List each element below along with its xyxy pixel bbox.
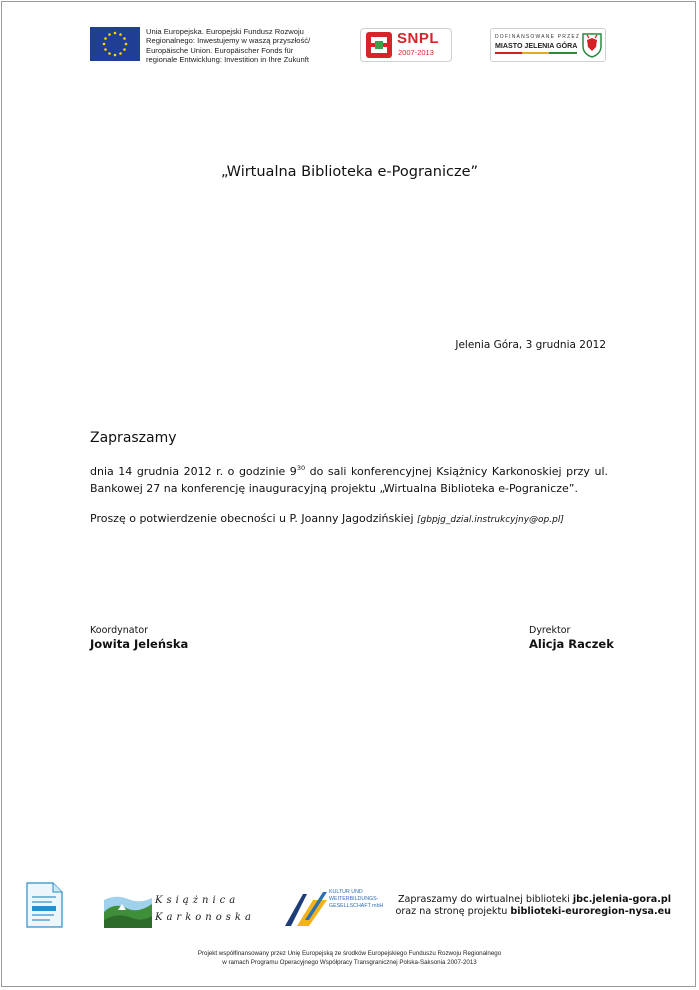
project-website-link[interactable]: biblioteki-euroregion-nysa.eu	[510, 906, 671, 917]
snpl-years: 2007-2013	[398, 48, 434, 57]
letter-greeting: Zapraszamy	[90, 430, 177, 446]
eu-caption-line: regionale Entwicklung: Investition in Ihre Zukunft	[146, 54, 309, 64]
project-invite-line	[395, 906, 671, 918]
karkonoska-word: Karkonoska	[155, 912, 255, 923]
jelenia-gora-logo	[490, 28, 606, 62]
invitation-paragraph	[90, 463, 608, 497]
kultur-weiterbildung-wordmark	[329, 889, 389, 910]
director-name: Alicja Raczek	[529, 637, 614, 651]
eu-flag-logo	[90, 27, 140, 61]
eu-caption-line: Europäische Union. Europäischer Fonds für	[146, 45, 294, 55]
cofinancing-note-line: Projekt współfinansowany przez Unię Europejską ze środków Europejskiego Funduszu Rozwoju Regionalnego	[197, 950, 502, 957]
kultur-weiterbildung-logo	[283, 890, 327, 928]
director-role: Dyrektor	[529, 625, 571, 636]
city-name: MIASTO JELENIA GÓRA	[495, 42, 578, 50]
invitation-text-end: do sali konferencyjnej Książnicy Karkonoskiej przy ul. Bankowej 27 na konferencję inauguracyjną projektu „Wirtualna Biblioteka e-Pogranicze”.	[90, 465, 608, 495]
jbc-library-link[interactable]: jbc.jelenia-gora.pl	[572, 894, 671, 905]
kw-line: WEITERBILDUNGS-	[329, 896, 379, 902]
time-minutes-superscript: 30	[296, 464, 306, 472]
footer-invitation	[395, 894, 671, 918]
invitation-text-start: dnia 14 grudnia 2012 r. o godzinie 9	[90, 465, 297, 478]
city-coat-of-arms-icon	[581, 32, 603, 58]
ksiaznica-karkonoska-logo	[104, 890, 152, 928]
project-invite-text: oraz na stronę projektu	[395, 906, 511, 917]
eu-fund-caption	[146, 27, 346, 64]
city-cofunded-label: DOFINANSOWANE PRZEZ	[495, 34, 581, 40]
ksiaznica-karkonoska-wordmark	[155, 892, 255, 926]
snpl-mark-icon	[366, 32, 392, 58]
contact-email: [gbpjg_dzial.instrukcyjny@op.pl]	[417, 515, 564, 525]
ksiaznica-word: Książnica	[155, 895, 240, 906]
snpl-wordmark: SNPL	[397, 30, 440, 47]
cofinancing-note-line: w ramach Programu Operacyjnego Współpracy Transgranicznej Polska-Saksonia 2007-2013	[222, 959, 477, 966]
snpl-logo	[360, 28, 452, 62]
coordinator-role: Koordynator	[90, 625, 149, 636]
confirmation-line	[90, 512, 564, 525]
confirmation-text: Proszę o potwierdzenie obecności u P. Joanny Jagodzińskiej	[90, 512, 418, 525]
cofinancing-note	[0, 949, 699, 967]
e-pogranicze-document-icon	[26, 882, 63, 928]
city-color-stripe	[495, 52, 577, 54]
library-invite-line	[395, 894, 671, 906]
eu-caption-line: Regionalnego: Inwestujemy w waszą przyszłość/	[146, 36, 311, 46]
kw-line: GESELLSCHAFT mbH	[329, 903, 384, 909]
kw-line: KULTUR UND	[329, 889, 363, 895]
library-invite-text: Zapraszamy do wirtualnej biblioteki	[397, 894, 573, 905]
eu-caption-line: Unia Europejska. Europejski Fundusz Rozwoju	[146, 27, 304, 36]
letter-date: Jelenia Góra, 3 grudnia 2012	[455, 339, 606, 351]
letter-title: „Wirtualna Biblioteka e-Pogranicze”	[220, 164, 479, 180]
coordinator-name: Jowita Jeleńska	[90, 637, 189, 651]
